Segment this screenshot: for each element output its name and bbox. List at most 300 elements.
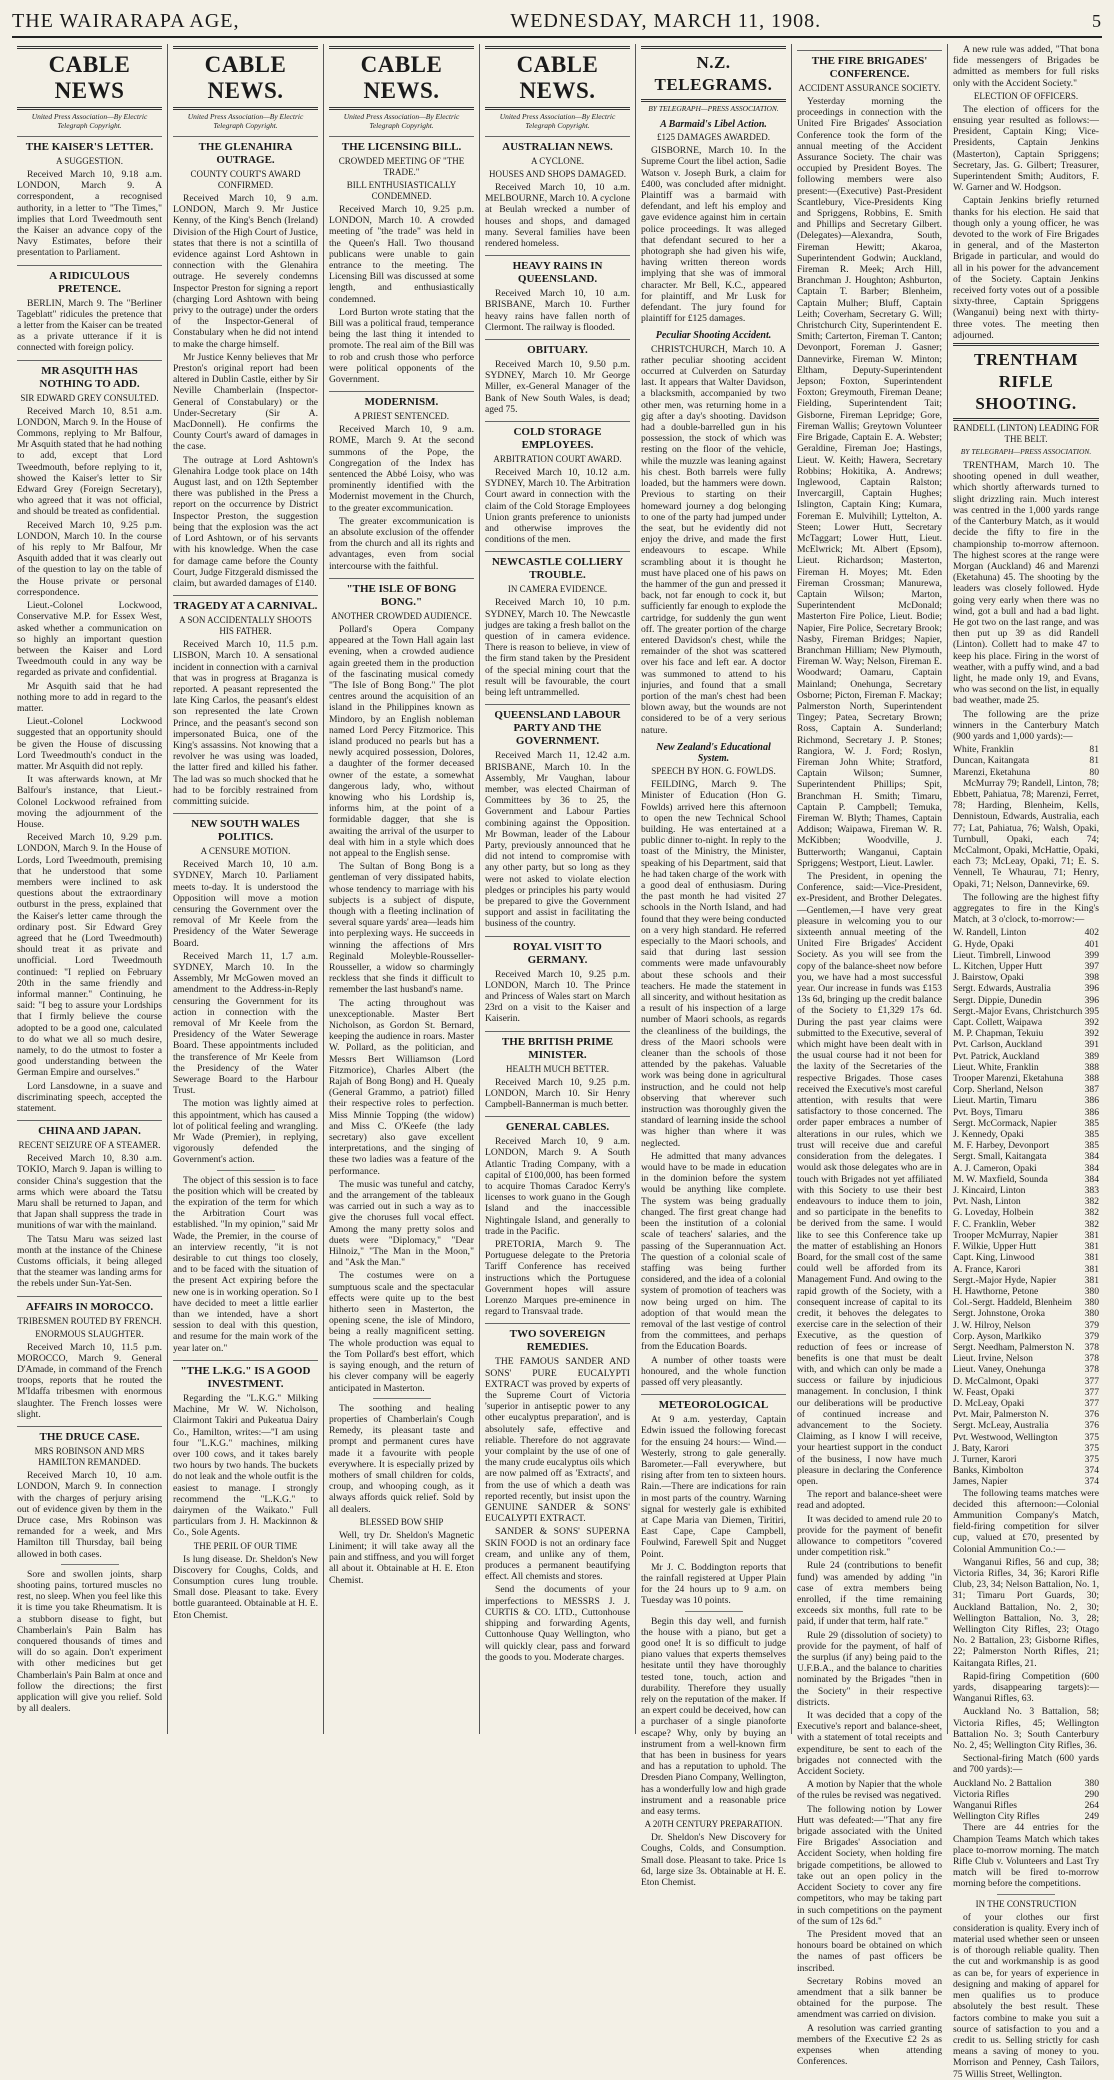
headline: THE KAISER'S LETTER.	[17, 136, 162, 154]
article-text: The object of this session is to face the position which will be created by the expiration of the term for which the Arbitration Court was established. "In my opinion," said Mr Wade, the Premier, in the course of an interview recently, "it is not desirable to cut things too closely, and to be faced with the situation of the present Act expiring before the new one is in working operation. So I have decided to meet a little earlier than we intended, have a short session to deal with this question, and resume for the main work of the year later on."	[173, 1174, 318, 1354]
competitor: White, Franklin	[953, 744, 1014, 756]
headline: THE DRUCE CASE.	[17, 1426, 162, 1444]
article-text: The costumes were on a sumptuous scale and the spectacular effects were quite up to the best hitherto seen in Masterton, the opening scene, the isle of Mindoro, being a really magnificent setting. The whole production was equal to the Tom Pollard's best effort, which is saying enough, and the return of his clever company will be eagerly anticipated in Masterton.	[329, 1270, 474, 1394]
article-text: Received March 10, 10 a.m. LONDON, March 9. In connection with the charges of perjury arising out of evidence given by them in the Druce case, Mrs Robinson was remanded for a week, and Mrs Hamilton till Thursday, bail being allowed in both cases.	[17, 1470, 162, 1560]
score-row	[953, 1151, 1099, 1162]
advertisement-text: THE FAMOUS SANDER AND SONS' PURE EUCALYPTI EXTRACT was proved by experts of the Supreme Court of Victoria 'superior in antiseptic power to any other eucalyptus preparation', and is absolutely safe, effective and reliable. Therefore do not aggravate your complaint by the use of one of the many crude eucalyptus oils which are now palmed off as 'Extracts', and from the use of which a death was reported recently, but insist upon the GENUINE SANDER & SONS' EUCALYPTI EXTRACT.	[485, 1356, 630, 1525]
score-row	[953, 1409, 1099, 1420]
score: 382	[1084, 1196, 1099, 1208]
column-7	[948, 44, 1104, 2080]
score-row	[953, 961, 1099, 972]
score-row	[953, 1432, 1099, 1443]
competitor: Pvt. Mair, Palmerston N.	[953, 1409, 1049, 1421]
score-row	[953, 1095, 1099, 1106]
article-text: Received March 10, 9.50 p.m. SYDNEY, March 10. Mr George Miller, ex-General Manager of the Bank of New South Wales, is dead; aged 75.	[485, 359, 630, 415]
article-text: The report and balance-sheet were read and adopted.	[797, 1489, 942, 1512]
score: 81	[1089, 744, 1099, 756]
article-text: Received March 10, 11.5 p.m. MOROCCO, March 9. General D'Amade, in command of the French troops, reports that he routed the M'Idaffa tribesmen with enormous slaughter. The French losses were slight.	[17, 1341, 162, 1420]
advertisement-text: Sore and swollen joints, sharp shooting pains, tortured muscles no rest, no sleep. When you feel like this it is time you take Rheumatism. It is a stubborn disease to fight, but Chamberlain's Pain Balm has conquered thousands of times and will do so again. Don't experiment with other medicines but get Chamberlain's Pain Balm at once and follow the directions; the first application will give you relief. Sold by all dealers.	[17, 1568, 162, 1715]
article-text: Mr Justice Kenny believes that Mr Preston's original report had been altered in Dublin Castle, either by Sir Neville Chamberlain (Inspector-General of Constabulary) or the Under-Secretary (Sir A. MacDonnell). He confirms the County Court's award of damages in the case.	[173, 351, 318, 453]
section-banner: CABLE NEWS.	[173, 46, 318, 110]
competitor: Marenzi, Eketahuna	[953, 766, 1031, 778]
score-row	[953, 927, 1099, 938]
headline: CHINA AND JAPAN.	[17, 1120, 162, 1138]
article-text: Received March 10, 9.25 p.m. LONDON, March 10. In the course of his reply to Mr Balfour, Mr Asquith added that it was clearly out of the question to lay on the table of the House private or personal correspondence.	[17, 519, 162, 598]
score-row	[953, 1331, 1099, 1342]
subheadline: SPEECH BY HON. G. FOWLDS.	[651, 766, 776, 777]
article-text: Received March 10, 9 a.m. ROME, March 9. At the second summons of the Pope, the Congregation of the Index has sentenced the Abbé Loisy, who was prominently identified with the Modernist movement in the Church, to the greater excommunication.	[329, 424, 474, 514]
score: 392	[1084, 1028, 1099, 1040]
competitor: Corp. Ayson, Marlkiko	[953, 1330, 1042, 1342]
score: 395	[1084, 1005, 1099, 1017]
article-text: McMurray 79; Randell, Linton, 78; Ebbett, Pahiatua, 78; Marenzi, Ferret, 78; Harding, Blenheim, Kells, Dennistoun, Edwards, Australia, each 77; Lat, Pahiatua, 76; Walsh, Opaki, Turnbull, Opaki, each 74; McCalmont, Opaki, McHattie, Opaki, each 73; McLeay, Opaki, 71; E. S. Vennell, Te Whaurau, 71; Henry, Opaki, 71; Nelson, Dannevirke, 69.	[953, 777, 1099, 890]
competitor: Lieut. Martin, Timaru	[953, 1095, 1037, 1107]
article-text: He admitted that many advances would have to be made in education in the dominion before the system would be anything like complete. The system was being gradually changed. The first great change had been the institution of a colonial scale of teachers' salaries, and the passing of the Superannuation Act. The question of a colonial scale of staffing was being further considered, and the idea of a colonial system of promotion of teachers was now being urged on him. The adoption of that would mean the removal of the last vestige of control from the committees, and perhaps from the Education Boards.	[641, 1150, 786, 1353]
article-text: The following notion by Lower Hutt was defeated:—"That any fire brigade associated with the United Fire Brigades' Association and Accident Society, when holding fire brigade competitions, be allowed to take out an open policy in the Accident Society to cover any fire competitors, who may be taking part in such competitions on the payment of the sum of 12s 6d."	[797, 1803, 942, 1927]
competitor: L. Kitchen, Upper Hutt	[953, 961, 1043, 973]
subheadline: ELECTION OF OFFICERS.	[973, 90, 1079, 101]
competitor: J. W. Hilroy, Nelson	[953, 1319, 1031, 1331]
team: Auckland No. 2 Battalion	[953, 1777, 1052, 1789]
score: 396	[1084, 994, 1099, 1006]
advertisement-text: Is lung disease. Dr. Sheldon's New Discovery for Coughs, Colds, and Consumption cures lung trouble. Small dose. Pleasant to take. Every bottle guaranteed. Obtainable at H. E. Eton Chemist.	[173, 1553, 318, 1621]
article-text: The President moved that an honours board be obtained on which the names of past officers be inscribed.	[797, 1928, 942, 1974]
score: 381	[1084, 1274, 1099, 1286]
article-text: PRETORIA, March 9. The Portuguese delegate to the Pretoria Tariff Conference has received instructions which the Portuguese Government hopes will assure Lorenzo Marques pre-eminence in regard to Transvaal trade.	[485, 1239, 630, 1318]
score: 376	[1084, 1420, 1099, 1432]
score-row	[953, 939, 1099, 950]
headline: OBITUARY.	[485, 339, 630, 357]
article-text: Received March 10, 8.51 a.m. LONDON, March 9. In the House of Commons, replying to Mr Balfour, Mr Asquith stated that he had nothing to add, except that Lord Tweedmouth, before replying to it, showed the Kaiser's letter to Sir Edward Grey (Foreign Secretary), who agreed that it was not official, and should be treated as confidential.	[17, 405, 162, 518]
article-text: Rule 29 (dissolution of society) to provide for the payment, of half of the surplus (if any) being paid to the U.F.B.A., and the balance to charities nominated by the Brigades "then in the Society" in their respective districts.	[797, 1629, 942, 1708]
score: 402	[1084, 927, 1099, 939]
article-text: The motion was lightly aimed at this appointment, which has caused a lot of political feeling and wrangling. Mr Wade (Premier), in replying, vigorously defended the Government's action.	[173, 1098, 318, 1166]
article-text: Received March 10, 10 a.m. BRISBANE, March 10. Further heavy rains have fallen north of Clermont. The railway is flooded.	[485, 288, 630, 333]
advertisement-text: of your clothes our first consideration is quality. Every inch of material used whether seen or unseen is of thorough reliable quality. Then the cut and workmanship is as good as can be, for years of experience in designing and making of apparel for men qualifies us to produce absolutely the best result. These factors combine to make you suit a source of satisfaction to you and a credit to us. Selling strictly for cash means a saving of money to you. Morrison and Penney, Cash Tailors, 75 Willis Street, Wellington.	[953, 1911, 1099, 2080]
score: 375	[1084, 1442, 1099, 1454]
article-text: Received March 10, 9.25 p.m. LONDON, March 10. The Prince and Princess of Wales start on March 23rd on a visit to the Kaiser and Kaiserin.	[485, 968, 630, 1025]
headline: TRAGEDY AT A CARNIVAL.	[173, 595, 318, 613]
column-4	[480, 44, 636, 1734]
competitor: M. P. Chapman, Tekuiu	[953, 1028, 1044, 1040]
article-text: The Tatsu Maru was seized last month at the instance of the Chinese Customs officials, it being alleged that the steamer was landing arms for the rebels under Sun-Yat-Sen.	[17, 1233, 162, 1290]
score: 376	[1084, 1409, 1099, 1421]
article-text: Lord Lansdowne, in a suave and discriminating speech, accepted the statement.	[17, 1080, 162, 1115]
score: 382	[1084, 1218, 1099, 1230]
score-row	[953, 1039, 1099, 1050]
divider	[61, 1564, 119, 1565]
headline: HEAVY RAINS IN QUEENSLAND.	[485, 255, 630, 286]
competitor: Pvt. Nash, Linton	[953, 1196, 1021, 1208]
score-row	[953, 1230, 1099, 1241]
score: 386	[1084, 1095, 1099, 1107]
score: 385	[1084, 1129, 1099, 1141]
press-credit: United Press Association—By Electric Telegraph Copyright.	[187, 112, 304, 130]
competitor: Sergt. Johnstone, Oroka	[953, 1308, 1046, 1320]
headline: GENERAL CABLES.	[485, 1116, 630, 1134]
competitor: Sergt. McLeay, Australia	[953, 1420, 1049, 1432]
subheadline: IN CAMERA EVIDENCE.	[507, 584, 608, 595]
article-text: A resolution was carried granting members of the Executive £2 2s as expenses when attending Conferences.	[797, 2022, 942, 2068]
advertisement-text: Send the documents of your imperfections to MESSRS J. J. CURTIS & CO. LTD., Cuttonhouse shipping and forwarding Agents, Cuttonhouse Quay Wellington, who will quickly clear, pass and forward the goods to you. Moderate charges.	[485, 1584, 630, 1663]
score: 379	[1084, 1319, 1099, 1331]
score: 378	[1084, 1364, 1099, 1376]
score: 383	[1084, 1185, 1099, 1197]
score-list	[953, 1778, 1099, 1823]
score-row	[953, 1185, 1099, 1196]
article-text: Yesterday morning the proceedings in connection with the United Fire Brigades' Association Conference took the form of the annual meeting of the Accident Assurance Society. The chair was occupied by President Boyes. The following members were also present:—(Executive) Past-President Scantlebury, Vice-Presidents King and Spriggens, Robbins, E. Smith and Phillips and Secretary Gilbert. (Delegates)—Alexandra, South, Fireman Hewitt; Akaroa, Superintendent Godwin; Auckland, Fireman R. Meek; Arch Hill, Branchman J. Houghton; Ashburton, Captain T. Barber; Blenheim, Captain Mulher; Bluff, Captain Leith; Coverham, Secretary G. Will; Christchurch City, Superintendent E. Smith; Carterton, Fireman T. Canton; Devonport, Foreman J. Gasner; Dannevirke, Fireman W. Minton; Eltham, Deputy-Superintendent Jepson; Foxton, Superintendent Foxton; Greymouth, Fireman Deane; Fielding, Superintendent Tait; Gisborne, Fireman Lepridge; Gore, Fireman Wallis; Greytown Volunteer Fire Brigade, Captain E. A. Webster; Geraldine, Fireman Joe; Hastings, Lieut. W. Keith; Hawera, Secretary Robbins; Hokitika, A. Andrews; Inglewood, Captain Ralston; Invercargill, Captain Hughes; Islington, Captain King; Kumara, Foreman E. Mulvihill; Lyttelton, A. Steen; Lower Hutt, Secretary McTaggart; Lower Hutt, Lieut. McElwrick; Mt. Albert (Epsom), Lieut. Richardson; Masterton, Fireman H. Moyes; Mt. Eden Fireman Crossman; Manurewa, Captain Wilson; Marton, Superintendent McDonald; Masterton Fire Police, Lieut. Bodie; Napier, Fire Police, Secretary Brook; Nasby, Fireman Bridges; Napier, Branchman Hilliam; New Plymouth, Fireman W. Way; Nelson, Fireman E. Woodward; Oamaru, Captain Mainland; Onehunga, Secretary Osborne; Picton, Fireman F. Mackay; Palmerston North, Superintendent Tingey; Patea, Secretary Brown; Ross, Captain A. Sunderland; Richmond, Secretary J. P. Stones; Rangiora, W. J. Ford; Roslyn, Fireman John White; Stratford, Captain Wilson; Sumner, Superintendent Phillips; Spit, Branchman H. Smith; Timaru, Captain P. Campbell; Temuka, Fireman W. Blyth; Thames, Captain Addison; Waipawa, Fireman W. R. McKibben; Woodville, J. Butterworth; Wanganui, Captain Spriggens; Westport, Lieut. Lawler.	[797, 96, 942, 869]
competitor: Pvt. Westwood, Wellington	[953, 1431, 1058, 1443]
advertisement-text: Well, try Dr. Sheldon's Magnetic Liniment; it will take away all the pain and stiffness, and you will forget all about it. Obtainable at H. E. Eton Chemist.	[329, 1529, 474, 1586]
article-text: Lord Burton wrote stating that the Bill was a political fraud, temperance being the last thing it intended to promote. The real aim of the Bill was to rob and crush those who perforce were political opponents of the Government.	[329, 306, 474, 386]
score: 375	[1084, 1431, 1099, 1443]
score: 388	[1084, 1073, 1099, 1085]
masthead-paper: THE WAIRARAPA AGE,	[12, 9, 240, 32]
competitor: Lieut. Vaney, Onehunga	[953, 1364, 1046, 1376]
headline: TWO SOVEREIGN REMEDIES.	[485, 1323, 630, 1354]
subheadline: ENORMOUS SLAUGHTER.	[35, 1328, 144, 1339]
score: 386	[1084, 1106, 1099, 1118]
score-row	[953, 1129, 1099, 1140]
score-row	[953, 1342, 1099, 1353]
subheadline: ARBITRATION COURT AWARD.	[493, 454, 622, 465]
score-row	[953, 1163, 1099, 1174]
subheadline: A PRIEST SENTENCED.	[353, 411, 450, 422]
column-2	[168, 44, 324, 1734]
article-text: At 9 a.m. yesterday, Captain Edwin issued the following forecast for the ensuing 24 hours:— Wind.—Westerly, strong to gale generally. Barometer.—Fall everywhere, but rising after from ten to sixteen hours. Rain.—There are indications for rain in most parts of the country. Warning signal for westerly gale is exhibited at Cape Maria van Diemen, Tiritiri, East Cape, Cape Campbell, Foulwind, Farewell Spit and Nugget Point.	[641, 1414, 786, 1560]
article-text: Received March 10, 10 p.m. SYDNEY, March 10. The Newcastle judges are taking a fresh ballot on the question of in camera evidence. There is reason to believe, in view of the firm stand taken by the President of the special mining court that the result will be favourable, the court being left untrammelled.	[485, 597, 630, 699]
score: 81	[1089, 755, 1099, 767]
article-text: Rule 24 (contributions to benefit fund) was amended by adding "in case of extra members being enrolled, if the time remaining exceeds six months, full rate to be paid, if under that term, half rate."	[797, 1560, 942, 1628]
section-banner: TRENTHAM RIFLE SHOOTING.	[953, 343, 1099, 421]
subheadline: TRIBESMEN ROUTED BY FRENCH.	[17, 1315, 162, 1326]
competitor: J. Kennedy, Opaki	[953, 1129, 1024, 1141]
subheadline: SIR EDWARD GREY CONSULTED.	[20, 392, 159, 403]
article-text: Mr J. C. Boddington reports that the rainfall registered at Upper Plain for the 24 hours up to 9 a.m. on Tuesday was 10 points.	[641, 1561, 786, 1607]
section-banner: N.Z. TELEGRAMS.	[641, 46, 786, 102]
subheadline: A SON ACCIDENTALLY SHOOTS HIS FATHER.	[179, 615, 312, 637]
score-row	[953, 1387, 1099, 1398]
team: Wellington City Rifles	[953, 1811, 1040, 1823]
article-text: There are 44 entries for the Champion Teams Match which takes place to-morrow morning. The match Rifle Club v. Volunteers and Last Try match will be fired to-morrow morning before the competitions.	[953, 1822, 1099, 1890]
divider	[373, 1398, 431, 1399]
article-text: The acting throughout was unexceptionable. Master Bert Nicholson, as Gordon St. Bernard, keeping the audience in roars. Master W. Pollard, as the politician, and Messrs Bert Williamson (Lord Fitzmorice), Charles Albert (the Rajah of Bong Bong) and H. Quealy (General Grammo, a patriot) filled their respective roles to perfection. Miss Minnie Topping (the widow) and Miss C. O'Keefe (the lady secretary) also gave excellent interpretations, and the singing of these two ladies was a feature of the performance.	[329, 997, 474, 1177]
score: 401	[1084, 938, 1099, 950]
section-banner: CABLE NEWS.	[329, 46, 474, 110]
article-text: The greater excommunication is an absolute exclusion of the offender from the church and all its rights and advantages, even from social intercourse with the faithful.	[329, 515, 474, 572]
headline: New Zealand's Educational System.	[656, 741, 771, 764]
competitor: J. Kincaird, Linton	[953, 1185, 1026, 1197]
score: 374	[1084, 1465, 1099, 1477]
score: 80	[1089, 766, 1099, 778]
competitor: J. Baty, Karori	[953, 1442, 1009, 1454]
article-text: It was decided that a copy of the Executive's report and balance-sheet, with a statement of total receipts and expenditure, be sent to each of the brigades not connected with the Accident Society.	[797, 1710, 942, 1778]
advertisement-text: Begin this day well, and furnish the house with a piano, but get a good one! It is so difficult to judge piano values that experts themselves hesitate until they have thoroughly tested tone, touch, action and durability. Therefore they usually rely on the reputation of the maker. If an expert could be deceived, how can a purchaser of a single pianoforte escape? Why, only by buying an instrument from a well-known firm that has been in business for years and has a reputation to uphold. The Dresden Piano Company, Wellington, has a wonderfully low and high grade instrument and a reasonable price and easy terms.	[641, 1615, 786, 1818]
competitor: Sergt. Dippie, Dunedin	[953, 994, 1042, 1006]
competitor: Duncan, Kaitangata	[953, 755, 1030, 767]
headline: MODERNISM.	[329, 391, 474, 409]
score: 385	[1084, 1140, 1099, 1152]
score: 375	[1084, 1453, 1099, 1465]
score: 382	[1084, 1207, 1099, 1219]
article-text: Received March 10, 8.30 a.m. TOKIO, March 9. Japan is willing to consider China's suggestion that the arms which were aboard the Tatsu Maru shall be returned to Japan, and that Japan shall suppress the trade in munitions of war with the mainland.	[17, 1153, 162, 1232]
competitor: G. Hyde, Opaki	[953, 938, 1014, 950]
headline: QUEENSLAND LABOUR PARTY AND THE GOVERNMENT.	[485, 704, 630, 748]
score-row	[953, 1062, 1099, 1073]
masthead-date: WEDNESDAY, MARCH 11, 1908.	[510, 9, 822, 32]
subheadline: COUNTY COURT'S AWARD CONFIRMED.	[190, 169, 301, 190]
competitor: Sergt. Edwards, Australia	[953, 983, 1051, 995]
score-row	[953, 1789, 1099, 1800]
article-text: A motion by Napier that the whole of the rules be revised was negatived.	[797, 1779, 942, 1802]
headline: NEWCASTLE COLLIERY TROUBLE.	[485, 551, 630, 582]
competitor: M. W. Maxfield, Sounda	[953, 1173, 1048, 1185]
score-row	[953, 1219, 1099, 1230]
score: 380	[1084, 1285, 1099, 1297]
divider	[997, 1894, 1055, 1895]
article-text: The following are the prize winners in the Canterbury Match (900 yards and 1,000 yards):—	[953, 708, 1099, 742]
subheadline: CROWDED MEETING OF "THE TRADE."	[338, 156, 465, 177]
press-credit: BY TELEGRAPH—PRESS ASSOCIATION.	[960, 447, 1092, 457]
article-text: Sectional-firing Match (600 yards and 700 yards):—	[953, 1753, 1099, 1776]
page-number: 5	[1091, 10, 1102, 31]
column-6	[792, 44, 948, 2068]
article-text: Received March 10, 9.18 a.m. LONDON, March 9. A correspondent, a recognised authority, in a letter to "The Times," implies that Lord Tweedmouth sent the Kaiser an advance copy of the Navy Estimates, before their presentation to Parliament.	[17, 169, 162, 259]
score: 388	[1084, 1061, 1099, 1073]
competitor: W. Feast, Opaki	[953, 1386, 1015, 1398]
score-row	[953, 1465, 1099, 1476]
score-list	[953, 744, 1099, 778]
score: 374	[1084, 1476, 1099, 1488]
subheadline: HOUSES AND SHOPS DAMAGED.	[488, 169, 627, 179]
article-text: Received March 10, 10 a.m. SYDNEY, March 10. Parliament meets to-day. It is understood the Opposition will move a motion censuring the Government over the removal of Mr Keele from the Presidency of the Water Sewerage Board.	[173, 859, 318, 949]
competitor: A. J. Cameron, Opaki	[953, 1162, 1037, 1174]
score: 381	[1084, 1263, 1099, 1275]
competitor: Sergt.-Major Evans, Christchurch	[953, 1005, 1083, 1017]
article-text: Rapid-firing Competition (600 yards, disappearing targets):—Wanganui Rifles, 63.	[953, 1670, 1099, 1705]
score: 381	[1084, 1229, 1099, 1241]
score: 380	[1084, 1308, 1099, 1320]
headline: "THE ISLE OF BONG BONG."	[329, 578, 474, 609]
score: 380	[1084, 1297, 1099, 1309]
advertisement-text: Dr. Sheldon's New Discovery for Coughs, Colds, and Consumption. Small dose. Pleasant to take. Price 1s 6d, large size 3s. Obtainable at H. E. Eton Chemist.	[641, 1832, 786, 1889]
score: 387	[1084, 1084, 1099, 1096]
competitor: Capt. King, Linwood	[953, 1252, 1035, 1264]
score-row	[953, 755, 1099, 766]
score: 381	[1084, 1241, 1099, 1253]
score-row	[953, 950, 1099, 961]
score-row	[953, 995, 1099, 1006]
article-text: The outrage at Lord Ashtown's Glenahira Lodge took place on 14th August last, and on 12th September there was published in the Press a report on the occurrence by District Inspector Preston, the suggestion being that the explosion was the act of Lord Ashtown, or of his servants with his knowledge. When the case for damage came before the County Court, Judge Fitzgerald dismissed the claim, but awarded damages of £140.	[173, 454, 318, 589]
article-text: FEILDING, March 9. The Minister of Education (Hon G. Fowlds) arrived here this afternoon to open the new Technical School building. He was entertained at a public dinner to-night. In reply to the toast of the Ministry, the Minister, speaking of his Department, said that he had taken charge of the work with a good deal of enthusiasm. During the past month he had visited 27 schools in the North Island, and had found that they were being conducted on a very high standard. He referred especially to the Maori schools, and said that during last session comments were made unfavourably about these schools and their teachers. He made the statement in all sincerity, and without hesitation as a result of his inspection of a large number of Maori schools, as regards the cleanliness of the buildings, the dress of the Maori schools were cleaner than the schools of those attended by the pakehas. Valuable work was being done in agricultural instruction, and he could not help observing that wherever such instruction was thoroughly given the standard of learning inside the school was higher than where it was neglected.	[641, 779, 786, 1149]
press-credit: United Press Association—By Electric Telegraph Copyright.	[343, 112, 460, 130]
score-row	[953, 1420, 1099, 1431]
score: 392	[1084, 1017, 1099, 1029]
competitor: Pvt. Patrick, Auckland	[953, 1050, 1040, 1062]
column-1	[12, 44, 168, 1734]
subheadline: THE PERIL OF OUR TIME	[193, 1540, 298, 1551]
competitor: Sergt. McCormack, Napier	[953, 1117, 1057, 1129]
score: 290	[1084, 1788, 1099, 1800]
score: 384	[1084, 1173, 1099, 1185]
article-text: CHRISTCHURCH, March 10. A rather peculiar shooting accident occurred at Culverden on Saturday last. It appears that Walter Davidson, a blacksmith, accompanied by two other men, was returning home in a gig after a day's shooting. Davidson had a double-barrelled gun in his possession, the stock of which was resting on the floor of the vehicle, while the muzzle was leaning against his chest. Both barrels were fully loaded, but the hammers were down. Previous to starting on their homeward journey a dog belonging to one of the party had jumped under the seat, but he evidently did not enjoy the drive, and made the first endeavours to escape. While scrambling about it is thought he must have placed one of his paws on the hammer of the gun and pressed it back, not far enough to cock it, but sufficiently far enough to explode the cartridge, for suddenly the gun went off. The greater portion of the charge entered Davidson's chest, while the remainder of the shot was scattered over his face and left ear. A doctor was summoned to attend to his injuries, and found that a small portion of the man's chest had been blown away, but the wounds are not considered to be of a very serious nature.	[641, 343, 786, 736]
article-text: Lieut.-Colonel Lockwood, Conservative M.P. for Essex West, asked whether a communication on so highly an important question between the Kaiser and Lord Tweedmouth could in any way be regarded as private and confidential.	[17, 600, 162, 679]
headline: MR ASQUITH HAS NOTHING TO ADD.	[17, 360, 162, 391]
score-row	[953, 1073, 1099, 1084]
divider	[217, 1170, 275, 1171]
team: Victoria Rifles	[953, 1788, 1010, 1800]
subheadline: BILL ENTHUSIASTICALLY CONDEMNED.	[346, 180, 457, 201]
score-row	[953, 1398, 1099, 1409]
competitor: Trooper McMurray, Napier	[953, 1229, 1058, 1241]
competitor: Pvt. Carlson, Auckland	[953, 1039, 1043, 1051]
headline: THE FIRE BRIGADES' CONFERENCE.	[797, 50, 942, 81]
subheadline: ANOTHER CROWDED AUDIENCE.	[331, 610, 472, 621]
score-row	[953, 1443, 1099, 1454]
article-text: The following are the highest fifty aggregates to fire in the King's Match, at 3 o'clock, to-morrow:—	[953, 891, 1099, 926]
competitor: J. Bairstow, Opaki	[953, 972, 1024, 984]
article-text: Received March 10, 9.29 p.m. LONDON, March 9. In the House of Lords, Lord Tweedmouth, premising that he understood that some members were inclined to ask questions about the extraordinary outburst in the press, explained that the Kaiser's letter came through the ordinary post. Sir Edward Grey agreed that he (Lord Tweedmouth) should treat it as private and unofficial. Lord Tweedmouth continued: "I replied on February 20th in the same friendly and informal manner." Continuing, he said: "I beg to assure your Lordships that I firmly believe the course adopted to be a good one, calculated to do what we all so much desire, namely, to do the utmost to foster a good understanding between the German Empire and ourselves."	[17, 832, 162, 1079]
article-text: Received March 10, 9.25 p.m. LONDON, March 10. A crowded meeting of "the trade" was held in the Queen's Hall. Two thousand publicans were unable to gain entrance to the meeting. The Licensing Bill was discussed at some length, and enthusiastically condemned.	[329, 204, 474, 305]
competitor: Col.-Sergt. Haddeld, Blenheim	[953, 1297, 1072, 1309]
score: 249	[1084, 1811, 1099, 1823]
competitor: Sergt. Needham, Palmerston N.	[953, 1341, 1075, 1353]
advertisement-text: Regarding the "L.K.G." Milking Machine, Mr W. W. Nicholson, Clairmont Takiri and Pukeatua Dairy Co., Hamilton, writes:—"I am using four "L.K.G." machines, milking over 100 cows, and it takes barely two hours by two hands. The buckets do not leak and the whole outfit is the easiest to manage. I strongly recommend the "L.K.G." to dairymen of the Waikato." Full particulars from J. H. Mackinnon & Co., Sole Agents.	[173, 1392, 318, 1539]
article-text: Received March 10, 10 a.m. MELBOURNE, March 10. A cyclone at Beulah wrecked a number of houses and shops, and damaged many. Several families have been rendered homeless.	[485, 182, 630, 250]
score-row	[953, 1811, 1099, 1822]
article-text: Received March 11, 12.42 a.m. BRISBANE, March 10. In the Assembly, Mr Vaughan, labour member, was elected Chairman of Committees by 36 to 25, the Government and Labour Parties combining against the Opposition. Mr Bowman, leader of the Labour Party, previously announced that he did not intend to compromise with any other party, but so long as they were not asked to violate election pledges or principles his party would be prepared to give the Government support and assist in facilitating the business of the country.	[485, 750, 630, 930]
section-banner: CABLE NEWS	[17, 46, 162, 110]
article-text: Received March 10, 11.5 p.m. LISBON, March 10. A sensational incident in connection with a carnival that was in progress at Braganza is reported. A peasant represented the late King Carlos, the peasant's eldest son represented the late Crown Prince, and the peasant's second son impersonated Buica, one of the King's assassins. Not knowing that a revolver he was using was loaded, the latter fired and killed his father. The lad was so much shocked that he had to be forcibly restrained from committing suicide.	[173, 639, 318, 807]
headline: "THE L.K.G." IS A GOOD INVESTMENT.	[173, 1360, 318, 1391]
team: Wanganui Rifles	[953, 1800, 1017, 1812]
score: 377	[1084, 1375, 1099, 1387]
competitor: Sergt. Small, Kaitangata	[953, 1151, 1047, 1163]
competitor: W. Randell, Linton	[953, 927, 1027, 939]
score-row	[953, 983, 1099, 994]
score: 264	[1084, 1800, 1099, 1812]
headline: A RIDICULOUS PRETENCE.	[17, 265, 162, 296]
competitor: Pvt. Boys, Timaru	[953, 1106, 1023, 1118]
score-row	[953, 1454, 1099, 1465]
competitor: Lieut. Irvine, Nelson	[953, 1353, 1033, 1365]
article-text: Captain Jenkins briefly returned thanks for his election. He said that though only a young officer, he was devoted to the work of Fire Brigades in general, and of the Masterton Brigade in particular, and would do all in his power for the advancement of the Society. Captain Jenkins received forty votes out of a possible sixty-three, Captain Spriggens (Wanganui) being next with thirty-three votes. The meeting then adjourned.	[953, 195, 1099, 341]
headline: Peculiar Shooting Accident.	[655, 330, 772, 342]
article-text: Received March 10, 9 a.m. LONDON, March 9. A South Atlantic Trading Company, with a capital of £100,000, has been formed to acquire Thomas Caradoc Kerry's licenses to work guano in the Gough Island and the inaccessible Nightingale Island, and generally to trade in the Pacific.	[485, 1136, 630, 1237]
score-row	[953, 1006, 1099, 1017]
score: 397	[1084, 961, 1099, 973]
headline: THE BRITISH PRIME MINISTER.	[485, 1031, 630, 1062]
section-banner: CABLE NEWS.	[485, 46, 630, 110]
score-row	[953, 1364, 1099, 1375]
score-row	[953, 1051, 1099, 1062]
competitor: F. C. Franklin, Weber	[953, 1218, 1036, 1230]
score-row	[953, 1353, 1099, 1364]
subheadline: A CENSURE MOTION.	[200, 846, 291, 857]
subheadline: A CYCLONE.	[530, 156, 584, 166]
score-row	[953, 1286, 1099, 1297]
score-row	[953, 1800, 1099, 1811]
article-text: The following teams matches were decided this afternoon:—Colonial Ammunition Company's Match, field-firing competition for silver cup, valued at £70, presented by Colonial Ammunition Co.:—	[953, 1487, 1099, 1555]
score-row	[953, 1264, 1099, 1275]
score-row	[953, 1275, 1099, 1286]
advertisement-text: The soothing and healing properties of Chamberlain's Cough Remedy, its pleasant taste and prompt and permanent cures have made it a favourite with people everywhere. It is especially prized by mothers of small children for colds, croup, and whooping cough, as it always affords quick relief. Sold by all dealers.	[329, 1402, 474, 1515]
competitor: Capt. Collett, Waipawa	[953, 1017, 1043, 1029]
article-text: Mr Asquith said that he had nothing more to add in regard to the matter.	[17, 680, 162, 714]
score: 377	[1084, 1397, 1099, 1409]
column-5	[636, 44, 792, 1889]
article-text: A number of other toasts were honoured, and the whole function passed off very pleasantly.	[641, 1354, 786, 1388]
subheadline: HEALTH MUCH BETTER.	[506, 1063, 609, 1074]
article-text: GISBORNE, March 10. In the Supreme Court the libel action, Sadie Watson v. Joseph Burk, a claim for £400, was concluded after midnight. Plaintiff was a barmaid with defendant, and left his employ and gave evidence against him in certain police proceedings. It was alleged that defendant secured to her a photograph she had given his wife, having written thereon words implying that she was of immoral character. Mr Bell, K.C., appeared for plaintiff, and Mr Lusk for defendant. The jury found for plaintiff for £125 damages.	[641, 145, 786, 325]
subheadline: A 20TH CENTURY PREPARATION.	[644, 1819, 783, 1830]
competitor: G. Loveday, Holbein	[953, 1207, 1034, 1219]
article-text: Received March 10, 9.25 p.m. LONDON, March 10. Sir Henry Campbell-Bannerman is much better.	[485, 1076, 630, 1110]
score: 398	[1084, 972, 1099, 984]
score: 378	[1084, 1353, 1099, 1365]
headline: THE LICENSING BILL.	[329, 136, 474, 154]
article-text: Secretary Robins moved an amendment that a silk banner be obtained for the purpose. The amendment was carried on division.	[797, 1975, 942, 2021]
subheadline: RECENT SEIZURE OF A STEAMER.	[18, 1140, 161, 1151]
headline: A Barmaid's Libel Action.	[660, 119, 767, 130]
score-row	[953, 1376, 1099, 1387]
competitor: Lieut. White, Franklin	[953, 1061, 1039, 1073]
competitor: M. F. Harbey, Devonport	[953, 1140, 1050, 1152]
competitor: J. Turner, Karori	[953, 1453, 1017, 1465]
score-list	[953, 927, 1099, 1487]
score: 377	[1084, 1386, 1099, 1398]
article-text: Wanganui Rifles, 56 and cup, 38; Victoria Rifles, 34, 36; Karori Rifle Club, 23, 34; Nelson Battalion, No. 1, 31; Timaru Port Guards, 30; Auckland Battalion, No. 2, 30; Wellington Battalion, No. 3, 28; Wellington City Rifles, 23; Otago No. 2 Battalion, 23; Gisborne Rifles, 22; Palmerston North Rifles, 21; Kaitangata Rifles, 21.	[953, 1556, 1099, 1669]
columns	[12, 44, 1108, 2080]
score: 385	[1084, 1117, 1099, 1129]
score-row	[953, 1174, 1099, 1185]
score-row	[953, 767, 1099, 778]
score-row	[953, 1241, 1099, 1252]
article-text: BERLIN, March 9. The "Berliner Tageblatt" ridicules the pretence that a letter from the Kaiser can be treated as a private utterance if it is connected with foreign policy.	[17, 297, 162, 354]
competitor: Trooper Marenzi, Eketahuna	[953, 1073, 1064, 1085]
headline: COLD STORAGE EMPLOYEES.	[485, 421, 630, 452]
article-text: The Sultan of Bong Bong is a gentleman of very dissipated habits, whose tendency to marriage with his subjects is a subject of dispute, though with a fleeting inclination of several square yards' area—leads him into perplexing ways. He succeeds in winning the affections of Mrs Reginald Moleyble-Rousseller-Rousseller, a widow so charmingly reckless that she finds it difficult to remember the last husband's name.	[329, 861, 474, 996]
headline: NEW SOUTH WALES POLITICS.	[173, 813, 318, 844]
competitor: Corp. Sherland, Nelson	[953, 1084, 1044, 1096]
press-credit: United Press Association—By Electric Telegraph Copyright.	[499, 112, 616, 130]
competitor: H. Hawthorne, Petone	[953, 1285, 1039, 1297]
score-row	[953, 1252, 1099, 1263]
article-text: Received March 11, 1.7 a.m. SYDNEY, March 10. In the Assembly, Mr McGowen moved an amendment to the Address-in-Reply censuring the Government for its action in connection with the removal of Mr Keele from the Presidency of the Water Sewerage Board. These appointments included the transference of Mr Keele from the Presidency of the Water Sewerage Board to the Harbour Trust.	[173, 950, 318, 1097]
masthead	[12, 6, 1102, 38]
competitor: Sergt.-Major Hyde, Napier	[953, 1274, 1057, 1286]
score-row	[953, 1297, 1099, 1308]
subheadline: A SUGGESTION.	[55, 156, 123, 166]
score: 389	[1084, 1050, 1099, 1062]
score: 379	[1084, 1330, 1099, 1342]
score-row	[953, 1320, 1099, 1331]
score: 399	[1084, 949, 1099, 961]
press-credit: United Press Association—By Electric Telegraph Copyright.	[31, 112, 148, 130]
subheadline: ACCIDENT ASSURANCE SOCIETY.	[798, 83, 941, 93]
score-row	[953, 1107, 1099, 1118]
article-text: Received March 10, 9 a.m. LONDON, March 9. Mr Justice Kenny, of the King's Bench (Ireland) Division of the High Court of Justice, states that there is not a scintilla of evidence against Lord Ashtown in connection with the Glenahira outrage. He severely condemns Inspector Preston for signing a report (charging Lord Ashtown with being privy to the outrage) under the orders of the Inspector-General of Constabulary when he did not intend to make the charge himself.	[173, 193, 318, 350]
article-text: It was decided to amend rule 20 to provide for the payment of benefit allowance to competitors "covered under competition risk."	[797, 1513, 942, 1559]
subheadline: £125 DAMAGES AWARDED.	[656, 132, 771, 143]
score: 381	[1084, 1252, 1099, 1264]
headline: THE GLENAHIRA OUTRAGE.	[173, 136, 318, 167]
article-text: The President, in opening the Conference, said:—Vice-President, ex-President, and Brother Delegates.—Gentlemen,—I have very great pleasure in welcoming you to our sixteenth annual meeting of the United Fire Brigades' Accident Society. As you will see from the copy of the balance-sheet now before you, we have had a most successful year. Our increase in funds was £153 13s 6d, bringing up the credit balance of the Society to £1,329 17s 6d. During the past year claims were submitted to the Executive, several of which might have been dealt with in the usual course had it not been for the laxity of the Secretaries of the respective Brigades. Those cases received the Executive's most careful attention, with results that were satisfactory to those concerned. The order paper embraces a number of alterations in our rules, which we trust will receive due and careful consideration from the delegates. I would ask those delegates who are in touch with Brigades not yet affiliated with this Society to use their best endeavours to induce them to join, and so participate in the benefits to be derived from the same. I would like to see this Conference take up the matter of establishing an Honors Board, for the small cost of the same could well be afforded from its Management Fund. And owing to the rapid growth of the Society, with a consequent increase of capital to its credit, it behoves the delegates to exercise care in the selection of their Executive, as the question of reduction of fees or increase of benefits is one that must be dealt with, and which can only be made a success or failure by injudicious management. In conclusion, I think our deliberations will be productive of continued increase and advancement to the Society. Claiming, as I know I will receive, your heartiest support in the conduct of the business, I now have much pleasure in declaring the Conference open.	[797, 871, 942, 1487]
subheadline: MRS ROBINSON AND MRS HAMILTON REMANDED.	[34, 1446, 145, 1468]
score-row	[953, 972, 1099, 983]
divider	[685, 1611, 743, 1612]
headline: METEOROLOGICAL	[641, 1394, 786, 1412]
